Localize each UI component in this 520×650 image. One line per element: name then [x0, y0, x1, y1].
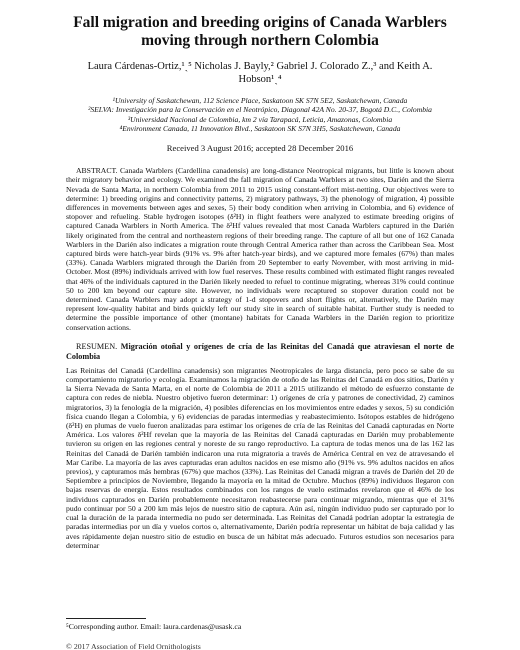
article-title: [66, 14, 454, 50]
authors-line-1: Laura Cárdenas-Ortiz,¹ˎ⁵ Nicholas J. Bayly,² Gabriel J. Colorado Z.,³ and Keith A.: [87, 61, 433, 72]
resumen-heading: [66, 342, 454, 362]
copyright-line: © 2017 Association of Field Ornithologists: [66, 642, 201, 650]
authors-line-2: Hobson¹ˎ⁴: [238, 74, 282, 85]
affiliation-1: ¹University of Saskatchewan, 112 Science Place, Saskatoon SK S7N 5E2, Saskatchewan, Canada: [112, 96, 408, 105]
affiliations: [66, 96, 454, 133]
affiliation-3: ³Universidad Nacional de Colombia, km 2 vía Tarapacá, Leticia, Amazonas, Colombia: [127, 114, 393, 124]
resumen-paragraph: Las Reinitas del Canadá (Cardellina canadensis) son migrantes Neotropicales de larga distancia, pero poco se sabe de su comportamiento migratorio y ecología. Examinamos la migración de otoño de las Reinitas del Canadá en dos sitios, Darién y la Sierra Nevada de Santa Marta, en el norte de Colombia de 2011 a 2015 utilizando el método de esfuerzo constante de captura con redes de niebla. Nuestro objetivo fueron determinar: 1) orígenes de cría y patrones de conectividad, 2) caminos migratorios, 3) la fenología de la migración, 4) posibles diferencias en los movimientos entre edades y sexos, 5) su condición física cuando llegan a Colombia, y 6) evidencias de paradas intermedias y reabastecimiento. Isótopos estables de hidrógeno (δ²H) en plumas de vuelo fueron analizadas para estimar los orígenes de cría de las Reinitas del Canadá capturadas en Norte América. Los valores δ²Hf revelan que la mayoría de las Reinitas del Canadá capturadas en Darién muy probablemente tuvieron su origen en las regiones central y noreste de su rango reproductivo. La captura de todas menos una de las 162 las Reinitas del Canadá de Darién también indicaron una ruta migratoria a través de América Central en vez de atravesando el Mar Caribe. La mayoría de las aves capturadas eran adultos nacidos en ese mismo año (91% vs. 9% adultos nacidos en años previos), y capturamos más hembras (67%) que machos (33%). Las Reinitas del Canadá migran a través de Darién del 20 de Septiembre a principios de Noviembre, llegando la mayoría en la mitad de Octubre. Muchos (89%) individuos llegaron con bajas reservas de energía. Estos resultados combinados con los rangos de vuelo estimados revelaron que el 46% de los individuos capturados en Darién probablemente necesitaron reabastecerse para continuar migrando, mientras que el 31% pudo continuar por 50 a 200 km más lejos de nuestro sitio de captura. Aún así, ningún individuo pudo ser capturado por lo cual la duración de la parada intermedia no pudo ser determinada. Las Reinitas del Canadá podrían adoptar la estrategia de paradas intermedias por un día y vuelos cortos o, alternativamente, Darién podría representar un hábitat de baja calidad y las aves rápidamente dejan nuestro sitio de estudio en busca de un hábitat más adecuado. Futuros estudios son necesarios para determinar: [66, 365, 454, 550]
title-line-1: Fall migration and breeding origins of Canada Warblers: [73, 14, 447, 31]
footnote-rule: [66, 618, 146, 619]
received-accepted-dates: Received 3 August 2016; accepted 28 December 2016: [166, 143, 354, 154]
author-list: [66, 60, 454, 86]
affiliation-2: ²SELVA: Investigación para la Conservación en el Neotrópico, Diagonal 42A No. 20-37, Bogotá D.C., Colombia: [88, 105, 432, 115]
footnote: [66, 618, 454, 632]
resumen-label: RESUMEN.: [76, 341, 118, 351]
corresponding-author-note: ⁵Corresponding author. Email: laura.cardenas@usask.ca: [66, 622, 242, 631]
title-line-2: moving through northern Colombia: [141, 32, 379, 49]
affiliation-4: ⁴Environment Canada, 11 Innovation Blvd., Saskatoon SK S7N 3H5, Saskatchewan, Canada: [119, 123, 401, 133]
resumen-title: Migración otoñal y orígenes de cría de las Reinitas del Canadá que atraviesan el norte de Colombia: [66, 341, 455, 361]
abstract-paragraph: ABSTRACT. Canada Warblers (Cardellina canadensis) are long-distance Neotropical migrants, but little is known about their migratory behavior and ecology. We examined the fall migration of Canada Warblers at two sites, Darién and the Sierra Nevada de Santa Marta, in northern Colombia from 2011 to 2015 using constant-effort mist-netting. Our objectives were to determine: 1) breeding origins and connectivity patterns, 2) migratory pathways, 3) the phenology of migration, 4) possible differences in movements between ages and sexes, 5) their body condition when arriving in Colombia, and 6) evidence of stopover and refueling. Stable hydrogen isotopes (δ²H) in flight feathers were analyzed to estimate breeding origins of captured Canada Warblers in North America. The δ²Hf values revealed that most Canada Warblers captured in the Darién likely originated from the central and northeastern regions of their breeding range. The capture of all but one of 162 Canada Warblers in the Darién also indicates a migration route through Central America rather than across the Caribbean Sea. Most captured birds were hatch-year birds (91% vs. 9% after hatch-year birds), and we captured more females (67%) than males (33%). Canada Warblers migrated through the Darién from 20 September to early November, with most arriving in mid-October. Most (89%) individuals arrived with low fuel reserves. These results combined with estimated flight ranges revealed that 46% of the individuals captured in the Darién likely needed to refuel to continue migrating, whereas 31% could continue 50 to 200 km beyond our capture site. However, no individuals were recaptured so stopover duration could not be determined. Canada Warblers may adopt a strategy of 1-d stopovers and short flights or, alternatively, the Darién may represent low-quality habitat and birds quickly left our study site in search of suitable habitat. Further study is needed to determine the possible importance of other (montane) habitats for Canada Warblers in the Darién region to prioritize conservation actions.: [66, 166, 454, 332]
